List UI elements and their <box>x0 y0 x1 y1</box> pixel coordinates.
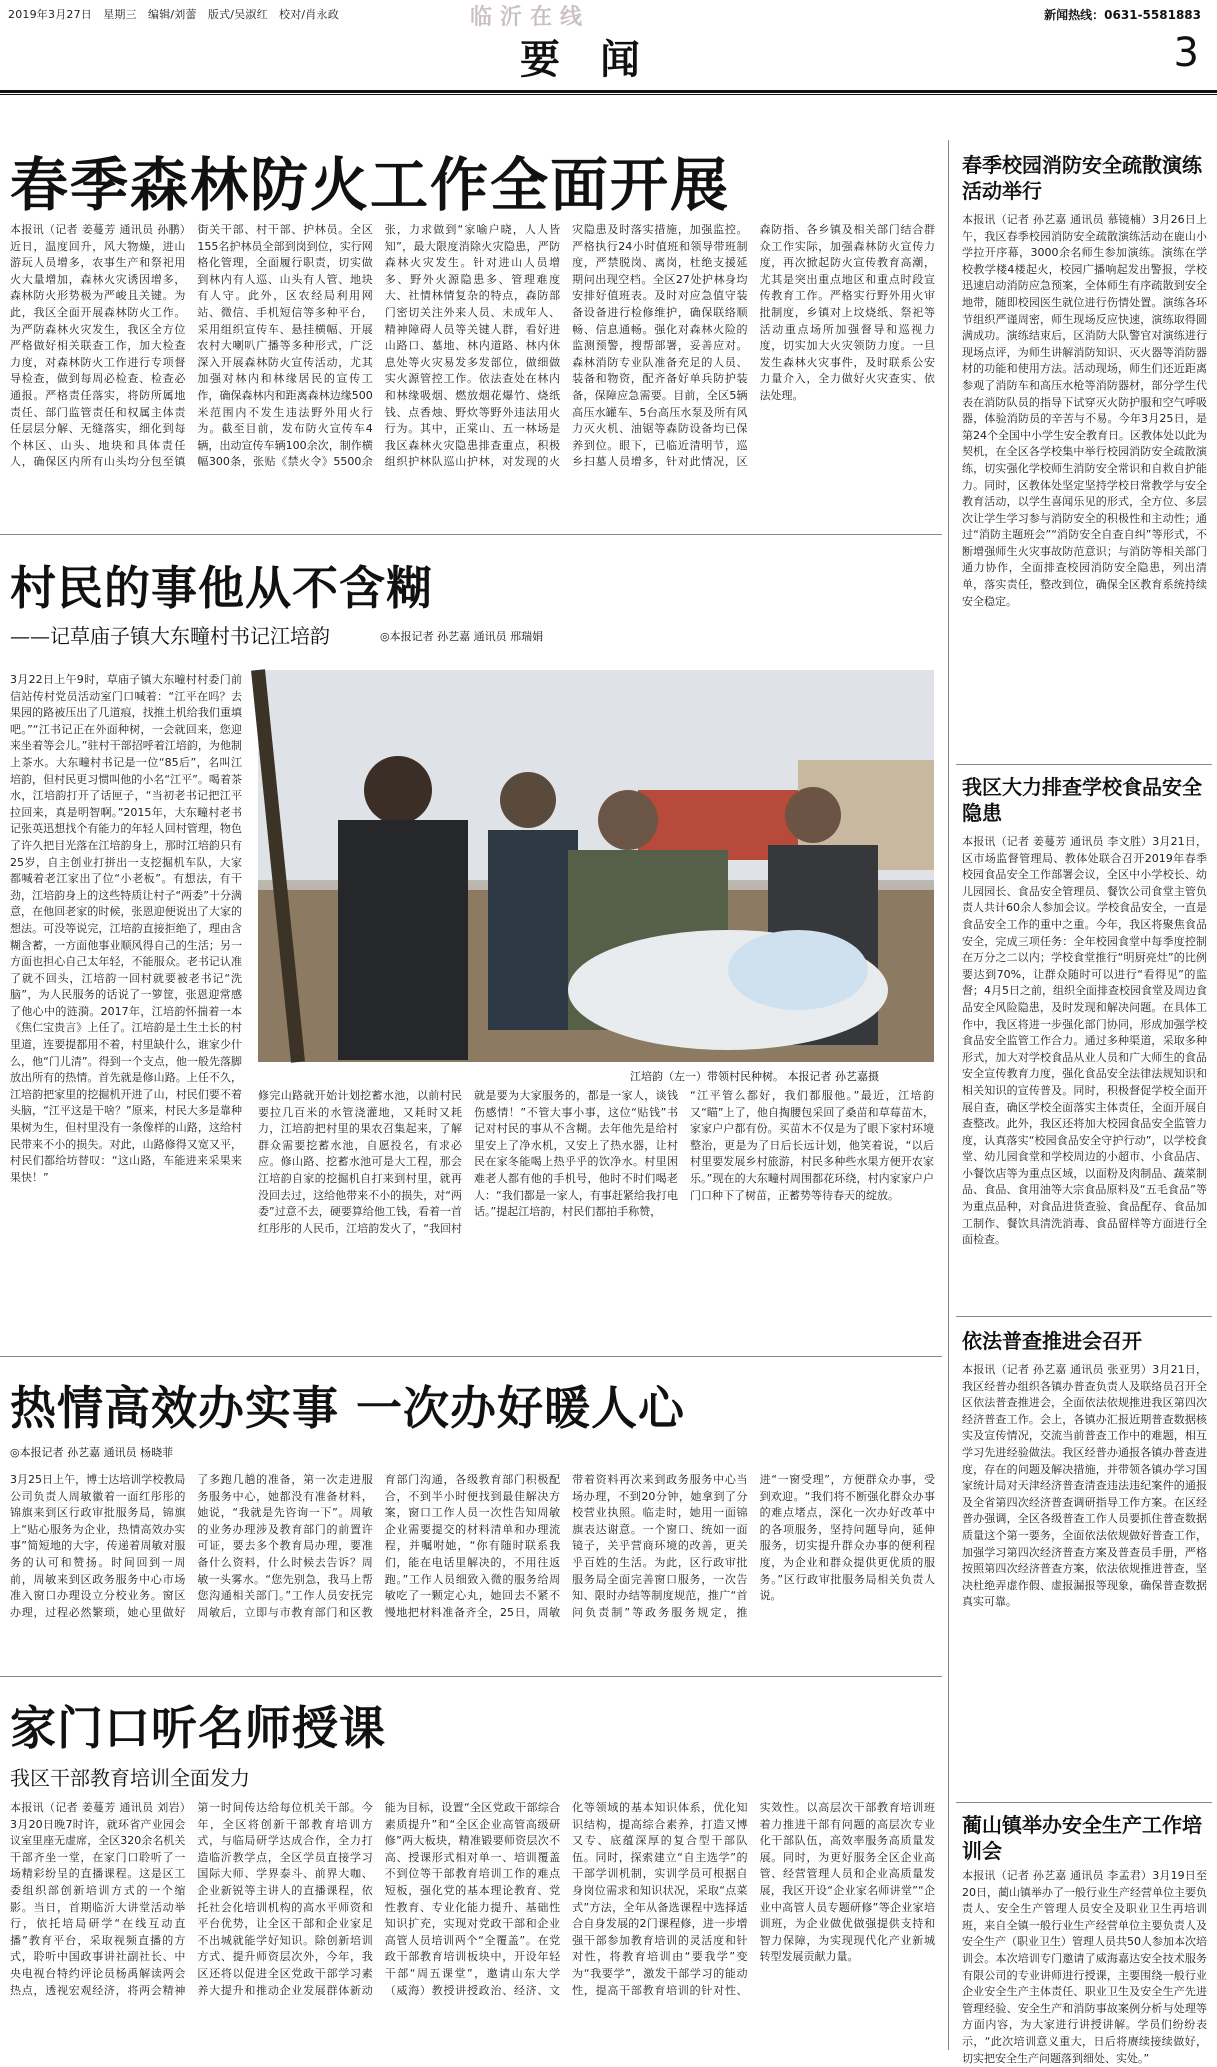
side2-body: 本报讯（记者 姜蔓芳 通讯员 李文胜）3月21日，区市场监督管理局、教体处联合召开2019年春季校园食品安全工作部署会议，全区中小学校长、幼儿园园长、食品安全管理员、餐饮公司食堂主管负责人共计60余人参加会议。学校食品安全，一直是食品安全工作的重中之重。今年，我区将聚焦食品安全，完成三项任务：全年校园食堂中每季度控制在万分之二以内；学校食堂推行“明厨亮灶”的比例要达到70%，让群众随时可以进行“看得见”的监督；4月5日之前，组织全面排查校园食堂及周边食品安全风险隐患，及时发现和解决问题。在具体工作中，我区将进一步强化部门协同，形成加强学校食品安全监管工作合力。通过多种渠道，采取多种形式，加大对学校食品从业人员和广大师生的食品安全宣传教育力度，强化食品安全法律法规知识和相关知识的宣传普及。同时，积极督促学校全面开展自查，确区学校全面落实主体责任，全面开展自查整改。此外，我区还将加大校园食品安全监管力度，认真落实“校园食品安全守护行动”，以学校食堂、幼儿园食堂和学校周边的小超市、小食品店、小餐饮店等为重点区域，以面粉及肉制品、蔬菜制品、食品、食用油等大宗食品原料及“五毛食品”等为重点品种，对食品进货查验、食品配存、食品加工制作、餐饮具清洗消毒、食品留样等方面进行全面检查。 <box>962 835 1207 1247</box>
article2-photo <box>258 670 934 1062</box>
page-number: 3 <box>1173 30 1199 76</box>
side3-body: 本报讯（记者 孙艺嘉 通讯员 张亚男）3月21日，我区经普办组织各镇办普查负责人及联络员召开全区依法普查推进会，全面依法依规推进我区第四次经济普查工作。会上，各镇办汇报近期普查数据核实及宣传情况，交流当前普查工作中的难题，相互学习先进经验做法。我区经普办通报各镇办普查进度，存在的问题及解决措施，并带领各镇办学习国家统计局对天津经济普查清查违法违纪案件的通报及全省第四次经济普查调研指导工作方案。在区经普办强调，全区各级普查工作人员要抓住普查数据质量这个第一要务，全面依法依规做好普查工作，加强学习第四次经济普查方案及普查员手册，严格按照第四次经济普查方案，依法依规推进普查，坚决杜绝弄虚作假、虚报漏报等现象，确保普查数据真实可靠。 <box>962 1363 1207 1609</box>
article2-byline: ◎本报记者 孙艺嘉 通讯员 邢瑞娟 <box>380 630 544 643</box>
photo-illustration <box>258 670 934 1062</box>
header-rule-thin <box>0 94 1217 95</box>
divider <box>956 1802 1212 1803</box>
article1-body: 本报讯（记者 姜蔓芳 通讯员 孙鹏）近日，温度回升，风大物燥，进山游玩人员增多，农事生产和祭祀用火大量增加，森林火灾诱因增多，森林防火形势极为严峻且关键。为此，我区全面开展森林防火工作。为严防森林火灾发生，我区全方位严格做好相关联查工作，加大检查力度，对森林防火工作进行专项督导检查，做到每周必检查、检查必通报。严格责任落实，将防所属地责任、部门监管责任和权属主体责任层层分解、无缝落实，细化到每个林区、山头、地块和具体责任人，确保区内所有山头均分包至镇街关干部、村干部、护林员。全区155名护林员全部到岗到位，实行网格化管理，全面履行职责，切实做到林内有人巡、山头有人管、地块有人守。此外，区农经局利用网站、微信、手机短信等多种平台，采用组织宣传车、悬挂横幅、开展农村大喇叭广播等多种形式，广泛深入开展森林防火宣传活动，尤其加强对林内和林缘居民的宣传工作，确保森林内和距离森林边缘500米范围内不发生违法野外用火行为。截至目前，发布防火宣传车4辆，出动宣传车辆100余次，制作横幅300条，张贴《禁火令》5500余张，力求做到“家喻户晓，人人皆知”，最大限度消除火灾隐患，严防森林火灾发生。针对进山人员增多、野外火源隐患多、管理难度大、社情林情复杂的特点，森防部门密切关注外来人员、未成年人、精神障碍人员等关键人群，看好进山路口、墓地、林内道路、林内休息处等火灾易发多发部位，做细做实火源管控工作。依法查处在林内和林缘吸烟、燃放烟花爆竹、烧纸钱、点香烛、野炊等野外违法用火行为。其中，正棠山、五一林场是我区森林火灾隐患排查重点，积极组织护林队巡山护林，对发现的火灾隐患及时落实措施，加强监控。严格执行24小时值班和领导带班制度，严禁脱岗、离岗，杜绝支援延期问出现空档。全区27处护林身均安排好值班表。及时对应急值守装备设备进行检修维护，确保联络顺畅、信息通畅。强化对森林火险的监测预警，搜帮部署，妥善应对。森林消防专业队准备充足的人员、装备和物资，配齐备好单兵防护装备，保障应急需要。目前，全区5辆高压水罐车、5台高压水泵及所有风力灭火机、油锯等森防设备均已保养到位。眼下，已临近清明节，巡乡扫墓人员增多，针对此情况，区森防指、各乡镇及相关部门结合群众工作实际，加强森林防火宣传力度，再次掀起防火宣传教育高潮，尤其是突出重点地区和重点时段宣传教育工作。严格实行野外用火审批制度，乡镇对上坟烧纸、祭祀等活动重点场所加强督导和巡视力度，切实加大火灾领防力度。一旦发生森林火灾事件，及时联系公安力量介入，全力做好火灾查实、依法处理。 <box>10 223 935 469</box>
side3-headline: 依法普查推进会召开 <box>962 1329 1142 1353</box>
article2-body-left: 3月22日上午9时，草庙子镇大东疃村村委门前信站传村党员活动室门口喊着：“江平在吗？去果园的路被压出了几道痕，找推土机给我们重填吧。”“江书记正在外面种树，一会就回来，您迎来坐着等会儿。”驻村干部招呼着江培韵，为他制上茶水。大东疃村书记是一位“85后”，名叫江培韵，但村民更习惯叫他的小名“江平”。喝着茶水，江培韵打开了话匣子，“当初老书记把江平拉回来，真是明智啊。”2015年，大东疃村老书记张英迅想找个有能力的年轻人回村管理，物色了许久把目光落在江培韵身上，那时江培韵只有25岁，自主创业打拼出一支挖掘机车队，大家都喊着老江家出了位“小老板”。有想法，有干劲，江培韵身上的这些特质让村子“两委”十分满意，在他回老家的时候，张恩迎便说出了大家的想法。可没等说完，江培韵直接拒绝了，理由含糊含蓄，一方面他事业顺风得自己的生活；另一方面也担心自己太年轻，不能服众。老书记认准了就不回头，江培韵一回村就要被老书记“洗脑”，为人民服务的话说了一箩筐，张恩迎常感了他心中的涟漪。2017年，江培韵怀揣着一本《焦仁宝贵言》上任了。江培韵是土生土长的村里道，连要提都用不着，村里缺什么，谁家少什么，他“门儿清”。得到一个支点，他一般先落脚放出所有的热情。首先就是修山路。上任不久，江培韵把家里的挖掘机开进了山，村民们要不着头脑，“江平这是干啥？”原来，村民大多是靠种果树为生，但村里没有一条像样的山路，这给村民带来不小的损失。对此，山路修得又宽又平，村民们都给坊替叹：“这山路，车能进来采果来果快！” <box>10 673 242 1184</box>
divider <box>956 764 1212 765</box>
divider <box>0 534 942 535</box>
article2-headline: 村民的事他从不含糊 <box>10 561 433 615</box>
column-divider <box>948 140 949 2050</box>
side2-headline: 我区大力排查学校食品安全隐患 <box>962 775 1202 825</box>
article2-body-mid: 修完山路就开始计划挖蓄水池，以前村民要拉几百米的水管浇灌地，又耗时又耗力，江培韵把村里的果农召集起来，了解群众需要挖蓄水池，自愿投名，有求必应。修山路、挖蓄水池可是大工程，那会江培韵自家的挖掘机自打来到村里，就再没回去过，这给他带来不小的损失，对“两委”过意不去，硬要算给他工钱，看着一首红彤彤的人民币，江培韵发火了，“我回村就是要为大家服务的，都是一家人，谈钱伤感情！”不管大事小事，这位“贴钱”书记对村民的事从不含糊。去年他先是给村里安上了净水机，又安上了热水器，让村民在家冬能喝上热乎乎的饮净水。村里困难老人都有他的手机号，他时不时们喝老人：“我们都是一家人，有事赶紧给我打电话。”提起江培韵，村民们都拍手称赞， <box>258 1089 678 1235</box>
side4-body: 本报讯（记者 孙艺嘉 通讯员 李孟君）3月19日至20日，蔺山镇举办了一般行业生产经营单位主要负责人、安全生产管理人员安全及职业卫生再培训班，来自全镇一般行业生产经营单位主要负责人及安全生产（职业卫生）管理人员共50人参加本次培训会。本次培训专门邀请了威海嘉达安全技术服务有限公司的专业讲师进行授课，主要围绕一般行业企业安全生产主体责任、职业卫生及安全生产先进管理经验、安全生产和消防事故案例分析与处理等方面内容，为大家进行讲授讲解。学员们纷纷表示，“此次培训意义重大，日后将赓续接续做好，切实把安全生产问题落到细处、实处。” <box>962 1869 1207 2065</box>
article4-subheadline: 我区干部教育培训全面发力 <box>10 1766 250 1790</box>
divider <box>0 1676 942 1677</box>
date-line: 2019年3月27日 星期三 编辑/刘蕾 版式/吴淑红 校对/肖永政 <box>8 8 339 21</box>
article3-body: 3月25日上午，博士达培训学校教局公司负责人周敏徽着一面红彤彤的锦旗来到区行政审批服务局，锦旗上“贴心服务为企业，热情高效办实事”简短地的大字，传递着周敏对服务的认可和赞扬。时间回到一周前，周敏来到区政务服务中心市场准入窗口办理设立分校业务。窗区办理，过程必然繁琐，她心里做好了多跑几趟的准备，第一次走进服务服务中心，她都没有准备材料，她说，“我就是先咨询一下”。周敏的业务办理涉及教育部门的前置许可证，要去多个教育局办理，要准备什么资料，什么时候去告诉？周敏一头雾水。“您先别急，我马上帮您沟通相关部门。”工作人员安抚完周敏后，立即与市教育部门和区教育部门沟通，各级教育部门积极配合，不到半小时便找到最佳解决方案，窗口工作人员一次性告知周敏企业需要提交的材料清单和办理流程，并嘱咐她，“你有随时联系我们，能在电话里解决的，不用往返跑。”工作人员细致入微的服务给周敏吃了一颗定心丸，她回去不紧不慢地把材料准备齐全，25日，周敏带着资料再次来到政务服务中心当场办理，不到20分钟，她拿到了分校营业执照。临走时，她用一面锦旗表达谢意。一个窗口、统如一面镜子，关乎营商环境的改善，更关乎百姓的生活。为此，区行政审批服务局全面完善窗口服务，一次告知、限时办结等制度规范，推广“首问负责制”等政务服务规定，推进“一窗受理”，方便群众办事，受到欢迎。“我们将不断强化群众办事的难点堵点，深化一次办好改革中的各项服务，坚持问题导向，延伸服务，切实提升群众办事的便利程度，为企业和群众提供更优质的服务。”区行政审批服务局相关负责人说。 <box>10 1473 935 1619</box>
header-rule <box>0 90 1217 93</box>
section-title: 要闻 <box>520 36 680 83</box>
paper-logo: 临沂在线 <box>470 4 591 30</box>
article2-subheadline: ——记草庙子镇大东疃村书记江培韵 <box>10 624 330 648</box>
divider <box>956 1316 1212 1317</box>
article2-body-right: “江平管么都好，我们都服他。”最近，江培韵又“瞄”上了，他自掏腰包采回了桑苗和草莓苗木，家家户户都有份。买苗木不仅是为了眼下家村环境整治，更是为了日后长远计划，他笑着说，“以后村里要发展乡村旅游，村民多种些水果方便开农家乐。”现在的大东疃村周围都花环绕，村内家家户户门口种下了树苗，正蓄势等待春天的绽放。 <box>690 1089 934 1202</box>
photo-caption: 江培韵（左一）带领村民种树。 本报记者 孙艺嘉摄 <box>630 1070 879 1083</box>
article4-headline: 家门口听名师授课 <box>10 1701 386 1755</box>
article1-headline: 春季森林防火工作全面开展 <box>10 151 731 219</box>
side1-headline: 春季校园消防安全疏散演练活动举行 <box>962 153 1202 203</box>
news-hotline: 新闻热线：0631-5581883 <box>1044 8 1201 22</box>
article3-byline: ◎本报记者 孙艺嘉 通讯员 杨晓菲 <box>10 1446 174 1459</box>
article4-body: 本报讯（记者 姜蔓芳 通讯员 刘岩）3月20日晚7时许，就环省产业园会议室里座无虚席，全区320余名机关干部齐坐一堂，在家门口聆听了一场精彩纷呈的直播课程。这是区工委组织部创新培训方式的一个缩影。当日，首期临沂大讲堂活动举行，依托培局研学“在线互动直播”教育平台，采取视频直播的方式，聆听中国政事讲社副社长、中央电视台特约评论员杨禹解读两会热点，透视宏观经济，将两会精神第一时间传达给每位机关干部。今年，全区将创新干部教育培训方式，与临局研学达成合作，全力打造临沂教学点，全区学员直接学习国际大师、学界泰斗、前界大咖、企业新锐等主讲人的直播课程，依托社会化培训机构的高水平师资和平台优势，让全区干部和企业家足不出城就能学好知识。除创新培训方式、提升师资层次外，今年，我区还将以促进全区党政干部学习素养大提升和推动企业发展群体新动能为目标，设置“全区党政干部综合素质提升”和“全区企业高管高级研修”两大板块，精准锻要师资层次不高、授课形式相对单一、培训覆盖不到位等干部教育培训工作的难点短板，强化党的基本理论教育、党性教育、专业化能力提升、基础性知识扩充，实现对党政干部和企业高管人员培训两个“全覆盖”。在党政干部教育培训板块中，开设年轻干部“周五课堂”，邀请山东大学（威海）教授讲授政治、经济、文化等领域的基本知识体系，优化知识结构，提高综合素养，打造又博又专、底蕴深厚的复合型干部队伍。同时，探索建立“自主选学”的干部学训机制，实训学员可根据自身岗位需求和知识状况，采取“点菜式”方法，全年从备选课程中选择适合自身发展的2门课程修，进一步增强干部参加教育培训的灵活度和针对性，将教育培训由“要我学”变为“我要学”，激发干部学习的能动性，提高干部教育培训的针对性、实效性。以高层次干部教育培训班着力推进干部有问题的高层次专业化干部队伍，高效率服务高质量发展。同时，为更好服务全区企业高管、经营管理人员和企业高质量发展，我区开设“企业家名师讲堂”“企业中高管人员专题研修”等企业家培训班，为企业做优做强提供支持和智力保障，为实现现代化产业新城转型发展贡献力量。 <box>10 1801 935 1997</box>
side4-headline: 蔺山镇举办安全生产工作培训会 <box>962 1813 1202 1863</box>
side1-body: 本报讯（记者 孙艺嘉 通讯员 慕镜楠）3月26日上午，我区春季校园消防安全疏散演练活动在鹿山小学拉开序幕，3000余名师生参加演练。演练在学校教学楼4楼起火，校园广播响起发出警报，学校迅速启动消防应急预案，全体师生有序疏散到安全地带，随即校园医生就位进行伤情处置。演练各环节组织严谨周密，师生现场反应快速，演练取得圆满成功。演练结束后，区消防大队警官对演练进行现场点评，为师生讲解消防知识、灭火器等消防器材的功能和使用方法。活动现场，师生们还近距离参观了消防车和高压水枪等消防器材，部分学生代表在消防队员的指导下试穿灭火防护服和空气呼吸器，体验消防员的辛苦与不易。今年3月25日，是第24个全国中小学生安全教育日。区教体处以此为契机，在全区各学校集中举行校园消防安全疏散演练，切实强化学校师生消防安全常识和自救自护能力。同时，区教体处坚定坚持学校日常教学与安全教育活动，以学生喜闻乐见的形式，全方位、多层次让学生学习参与消防安全的积极性和主动性；通过“消防主题班会”“消防安全自查自纠”等形式，不断增强师生火灾事故防范意识；与消防等相关部门通力协作，全面排查校园消防安全隐患，列出清单，落实责任，整改到位，确保全区教育系统持续安全稳定。 <box>962 213 1207 608</box>
divider <box>0 1356 942 1357</box>
article3-headline: 热情高效办实事 一次办好暖人心 <box>10 1381 686 1435</box>
